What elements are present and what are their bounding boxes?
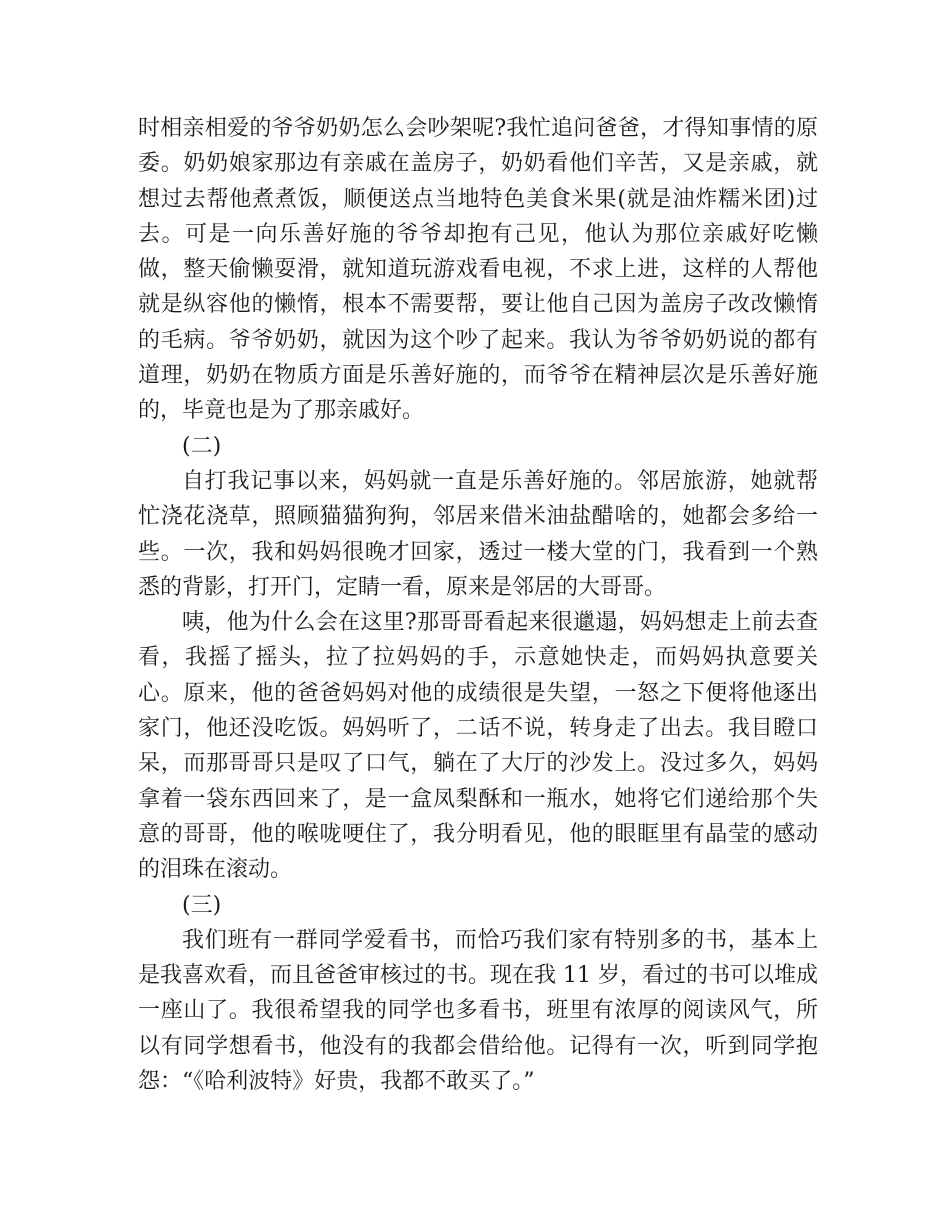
document-page xyxy=(138,111,818,1099)
paragraph-4: 我们班有一群同学爱看书，而恰巧我们家有特别多的书，基本上是我喜欢看，而且爸爸审核过的书。现在我 11 岁，看过的书可以堆成一座山了。我很希望我的同学也多看书，班里有浓厚的阅读风气，所以有同学想看书，他没有的我都会借给他。记得有一次，听到同学抱怨：“《哈利波特》好贵，我都不敢买了。” xyxy=(138,927,818,1095)
section-heading-3: (三) xyxy=(182,892,222,918)
paragraph-2: 自打我记事以来，妈妈就一直是乐善好施的。邻居旅游，她就帮忙浇花浇草，照顾猫猫狗狗，邻居来借米油盐醋啥的，她都会多给一些。一次，我和妈妈很晚才回家，透过一楼大堂的门，我看到一个熟悉的背影，打开门，定睛一看，原来是邻居的大哥哥。 xyxy=(138,468,818,600)
paragraph-1: 时相亲相爱的爷爷奶奶怎么会吵架呢?我忙追问爸爸，才得知事情的原委。奶奶娘家那边有亲戚在盖房子，奶奶看他们辛苦，又是亲戚，就想过去帮他煮煮饭，顺便送点当地特色美食米果(就是油炸糯米团)过去。可是一向乐善好施的爷爷却抱有己见，他认为那位亲戚好吃懒做，整天偷懒耍滑，就知道玩游戏看电视，不求上进，这样的人帮他就是纵容他的懒惰，根本不需要帮，要让他自己因为盖房子改改懒惰的毛病。爷爷奶奶，就因为这个吵了起来。我认为爷爷奶奶说的都有道理，奶奶在物质方面是乐善好施的，而爷爷在精神层次是乐善好施的，毕竟也是为了那亲戚好。 xyxy=(138,116,818,424)
paragraph-3: 咦，他为什么会在这里?那哥哥看起来很邋遢，妈妈想走上前去查看，我摇了摇头，拉了拉妈妈的手，示意她快走，而妈妈执意要关心。原来，他的爸爸妈妈对他的成绩很是失望，一怒之下便将他逐出家门，他还没吃饭。妈妈听了，二话不说，转身走了出去。我目瞪口呆，而那哥哥只是叹了口气，躺在了大厅的沙发上。没过多久，妈妈拿着一袋东西回来了，是一盒凤梨酥和一瓶水，她将它们递给那个失意的哥哥，他的喉咙哽住了，我分明看见，他的眼眶里有晶莹的感动的泪珠在滚动。 xyxy=(138,610,818,883)
section-heading-2: (二) xyxy=(182,433,222,459)
